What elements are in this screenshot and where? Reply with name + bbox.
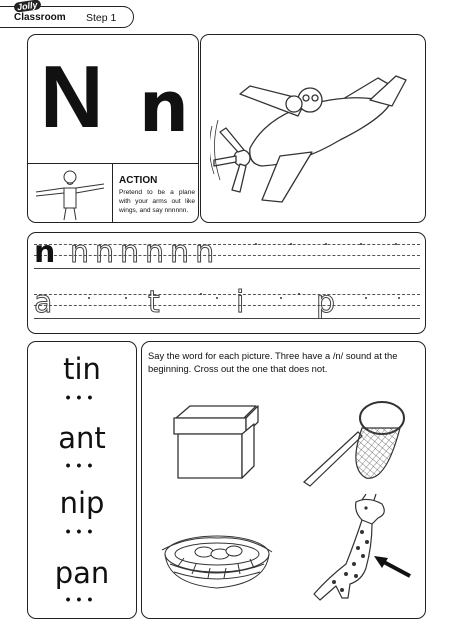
airplane-picture xyxy=(210,60,420,210)
net-picture[interactable] xyxy=(300,398,410,488)
uppercase-letter: N xyxy=(40,47,104,146)
brand-logo: Classroom xyxy=(14,12,66,23)
line-mid-2 xyxy=(34,305,420,306)
instructions-text: Say the word for each picture. Three have a /n/ sound at the beginning. Cross out the one that does not. xyxy=(148,350,398,374)
action-title: ACTION xyxy=(119,175,158,186)
action-text: Pretend to be a plane with your arms out like wings, and say nnnnnn. xyxy=(119,189,195,214)
trace-letter-t: t xyxy=(148,285,166,320)
action-divider xyxy=(112,163,113,222)
sound-dots: ••• xyxy=(65,457,99,473)
trace-letter-p: p xyxy=(316,285,342,320)
word-ant: ant xyxy=(58,421,106,455)
word-tin: tin xyxy=(63,352,101,386)
word-pan: pan xyxy=(54,556,110,590)
giraffe-picture[interactable] xyxy=(306,494,416,604)
nest-picture[interactable] xyxy=(158,526,276,594)
brand-logo-top: Jolly xyxy=(13,0,41,13)
sound-dots: ••• xyxy=(65,523,99,539)
line-base-2 xyxy=(34,318,420,319)
panel-divider xyxy=(28,163,198,164)
line-top-2 xyxy=(34,294,420,295)
box-picture[interactable] xyxy=(170,404,262,482)
lowercase-letter: n xyxy=(139,66,189,148)
trace-letter-i: i xyxy=(236,285,251,320)
sound-dots: ••• xyxy=(65,591,99,607)
trace-letter-a: a xyxy=(34,285,59,320)
model-letter-n: n xyxy=(34,235,56,270)
trace-letters-n: nnnnnn xyxy=(70,235,221,270)
child-action-icon xyxy=(30,166,110,221)
word-nip: nip xyxy=(59,486,105,520)
step-label: Step 1 xyxy=(86,12,117,24)
sound-dots: ••• xyxy=(65,389,99,405)
